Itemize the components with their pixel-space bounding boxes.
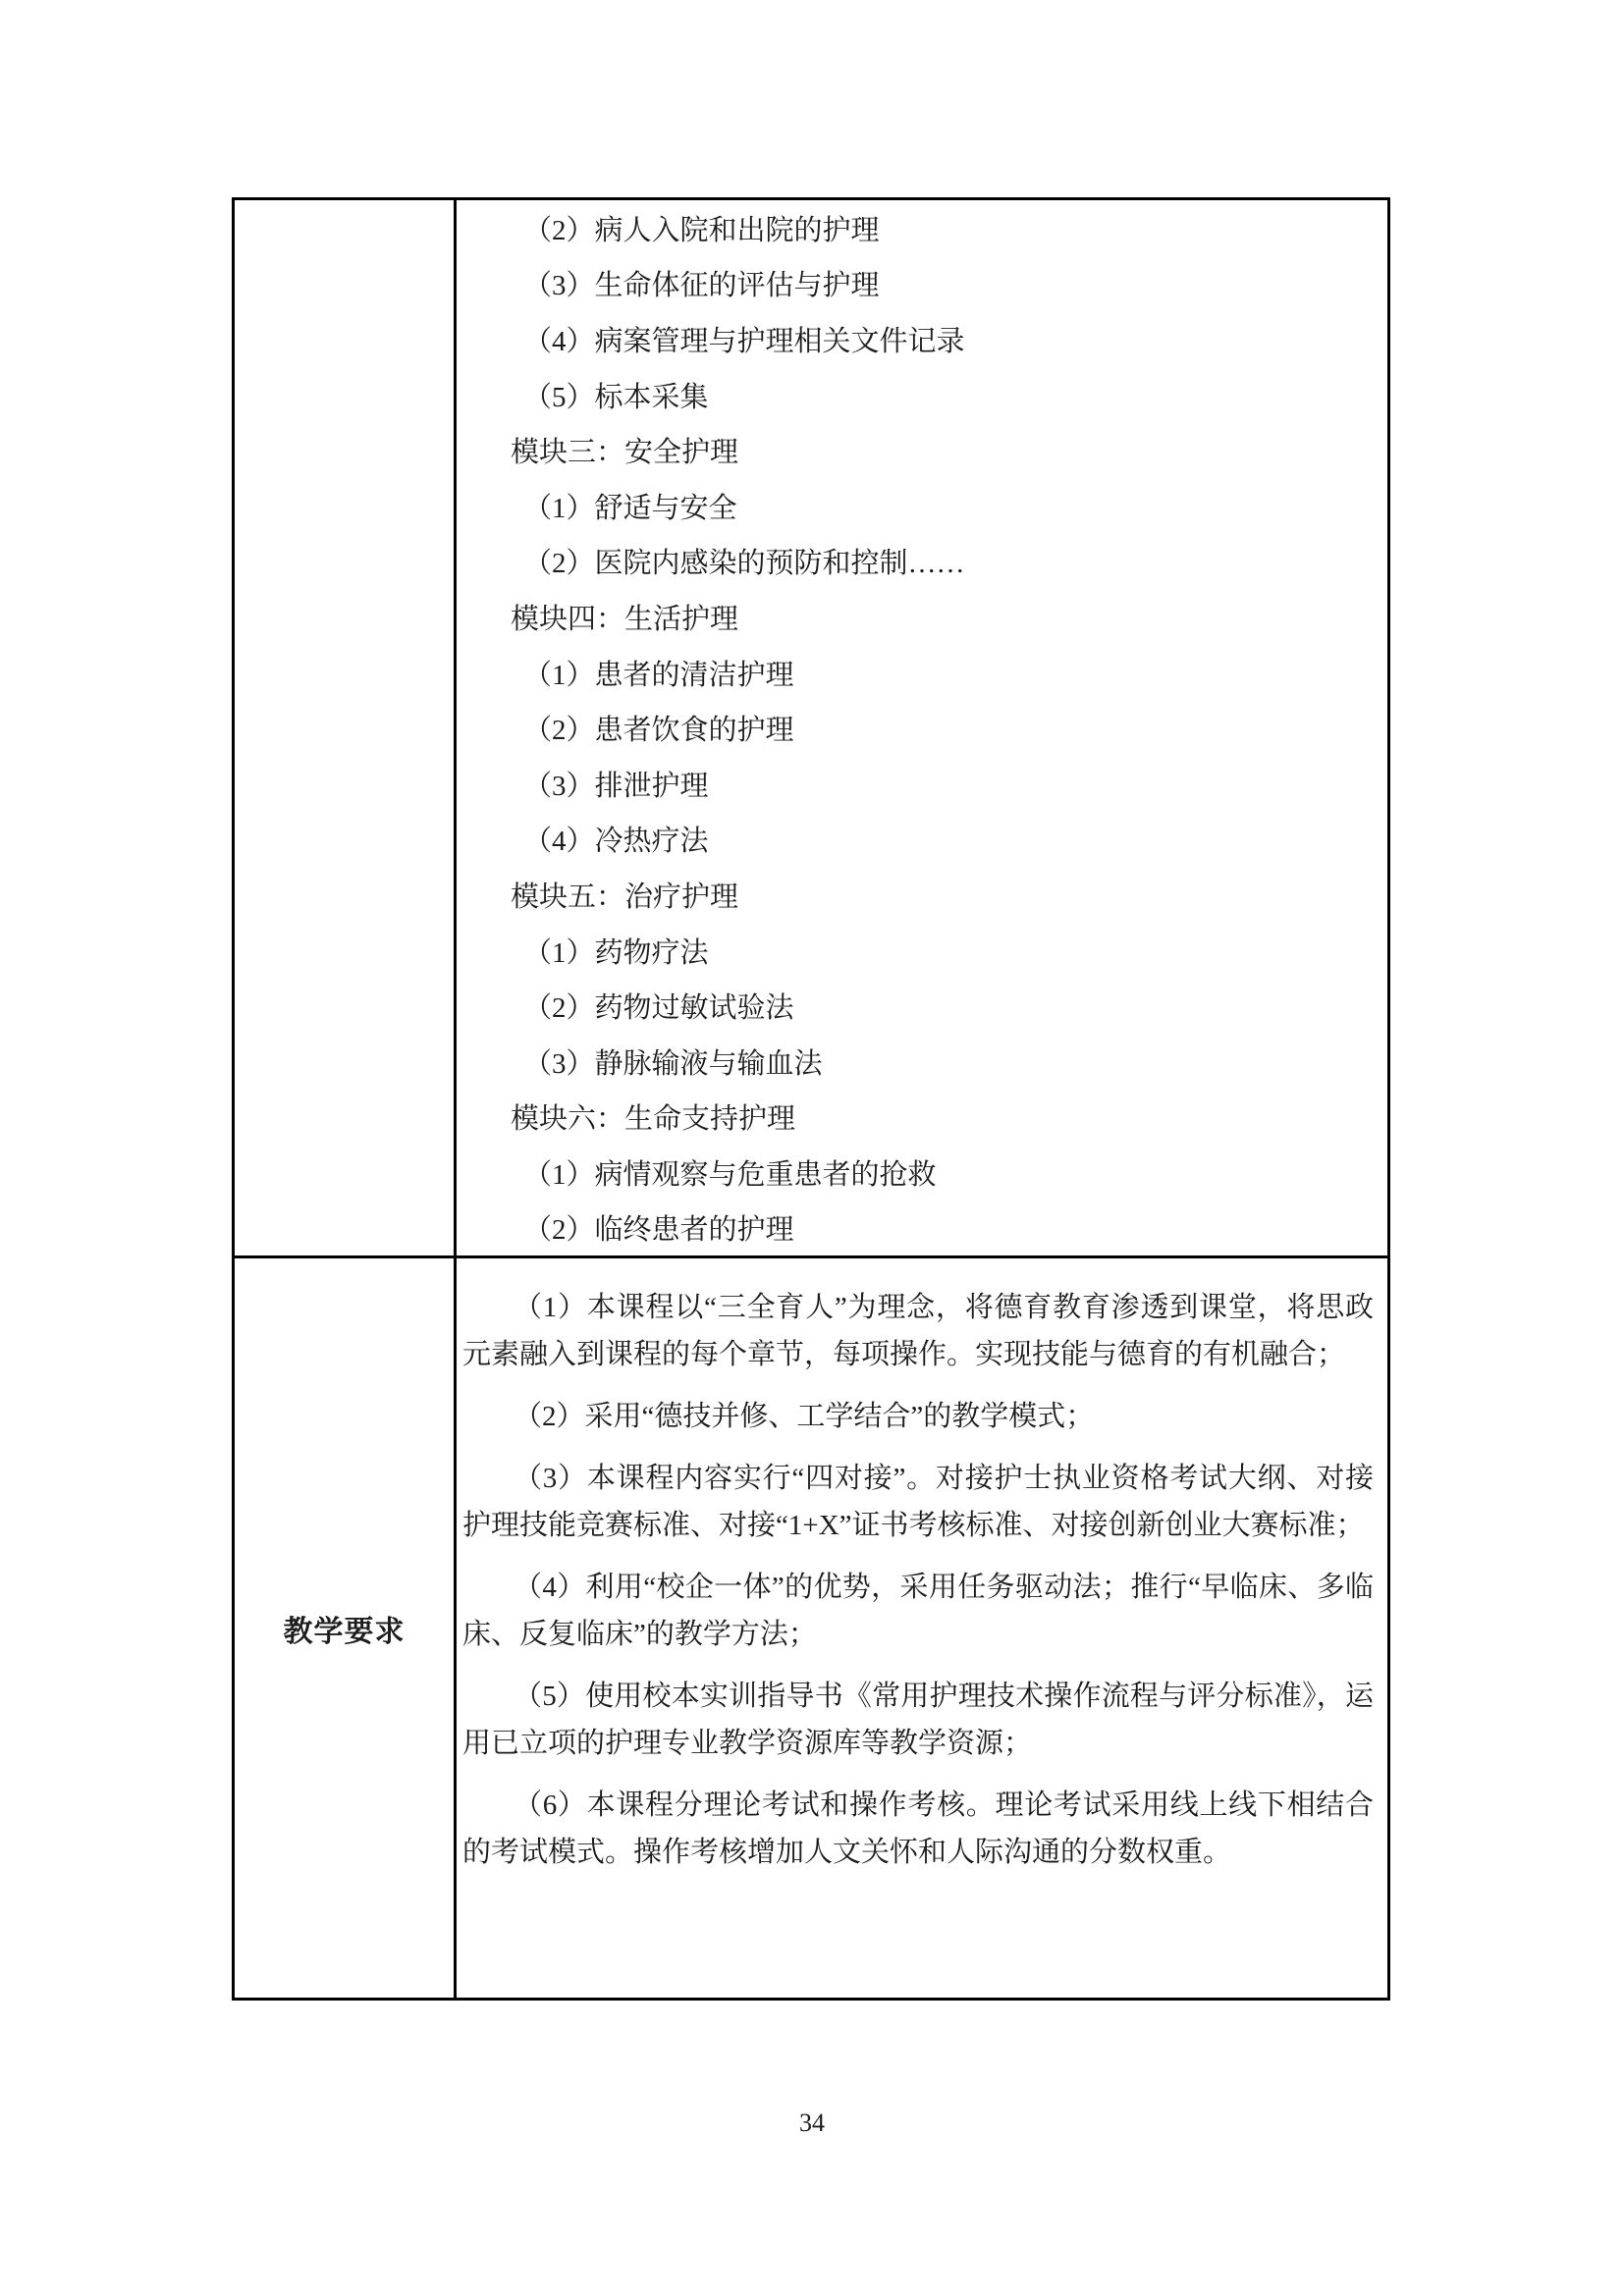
module-item: （1）病情观察与危重患者的抢救 [523, 1158, 937, 1191]
module-heading: 模块四：生活护理 [511, 603, 739, 635]
module-item: （3）排泄护理 [523, 770, 709, 802]
module-item: （1）药物疗法 [523, 936, 709, 969]
module-item: （2）患者饮食的护理 [523, 715, 794, 747]
module-heading: 模块五：治疗护理 [511, 881, 739, 913]
teaching-requirements-label: 教学要求 [283, 1615, 406, 1648]
module-item: （2）药物过敏试验法 [523, 992, 794, 1025]
module-heading: 模块六：生命支持护理 [511, 1103, 796, 1136]
table-row-teaching-requirements [235, 1258, 1387, 1998]
page-number: 34 [799, 2109, 825, 2137]
module-item: （5）标本采集 [523, 381, 709, 413]
requirement-paragraph: （2）采用“德技并修、工学结合”的教学模式； [514, 1401, 1095, 1433]
module-item: （3）静脉输液与输血法 [523, 1047, 823, 1080]
requirement-paragraph: （6）本课程分理论考试和操作考核。理论考试采用线上线下相结合的考试模式。操作考核增加人文关怀和人际沟通的分数权重。 [462, 1789, 1374, 1869]
table-row-course-content [235, 200, 1387, 1258]
row1-label-cell-empty [235, 200, 457, 1255]
row2-content-cell [457, 1258, 1387, 1998]
course-syllabus-table [232, 197, 1390, 2001]
module-item: （3）生命体征的评估与护理 [523, 270, 880, 302]
module-item: （4）病案管理与护理相关文件记录 [523, 325, 965, 357]
module-item: （2）临终患者的护理 [523, 1214, 794, 1247]
module-item: （1）舒适与安全 [523, 492, 737, 524]
module-item: （2）医院内感染的预防和控制…… [523, 548, 965, 580]
module-item: （2）病人入院和出院的护理 [523, 214, 880, 246]
row2-label-cell [235, 1258, 457, 1998]
requirement-paragraph: （3）本课程内容实行“四对接”。对接护士执业资格考试大纲、对接护理技能竞赛标准、对接“1+X”证书考核标准、对接创新创业大赛标准； [462, 1463, 1374, 1542]
module-item: （1）患者的清洁护理 [523, 659, 794, 691]
module-item: （4）冷热疗法 [523, 826, 709, 858]
requirement-paragraph: （1）本课程以“三全育人”为理念，将德育教育渗透到课堂，将思政元素融入到课程的每个章节，每项操作。实现技能与德育的有机融合； [462, 1292, 1374, 1371]
module-heading: 模块三：安全护理 [511, 437, 739, 469]
requirement-paragraph: （4）利用“校企一体”的优势，采用任务驱动法；推行“早临床、多临床、反复临床”的教学方法； [462, 1572, 1374, 1651]
requirement-paragraph: （5）使用校本实训指导书《常用护理技术操作流程与评分标准》，运用已立项的护理专业教学资源库等教学资源； [462, 1681, 1374, 1760]
row1-content-cell [457, 200, 1387, 1255]
